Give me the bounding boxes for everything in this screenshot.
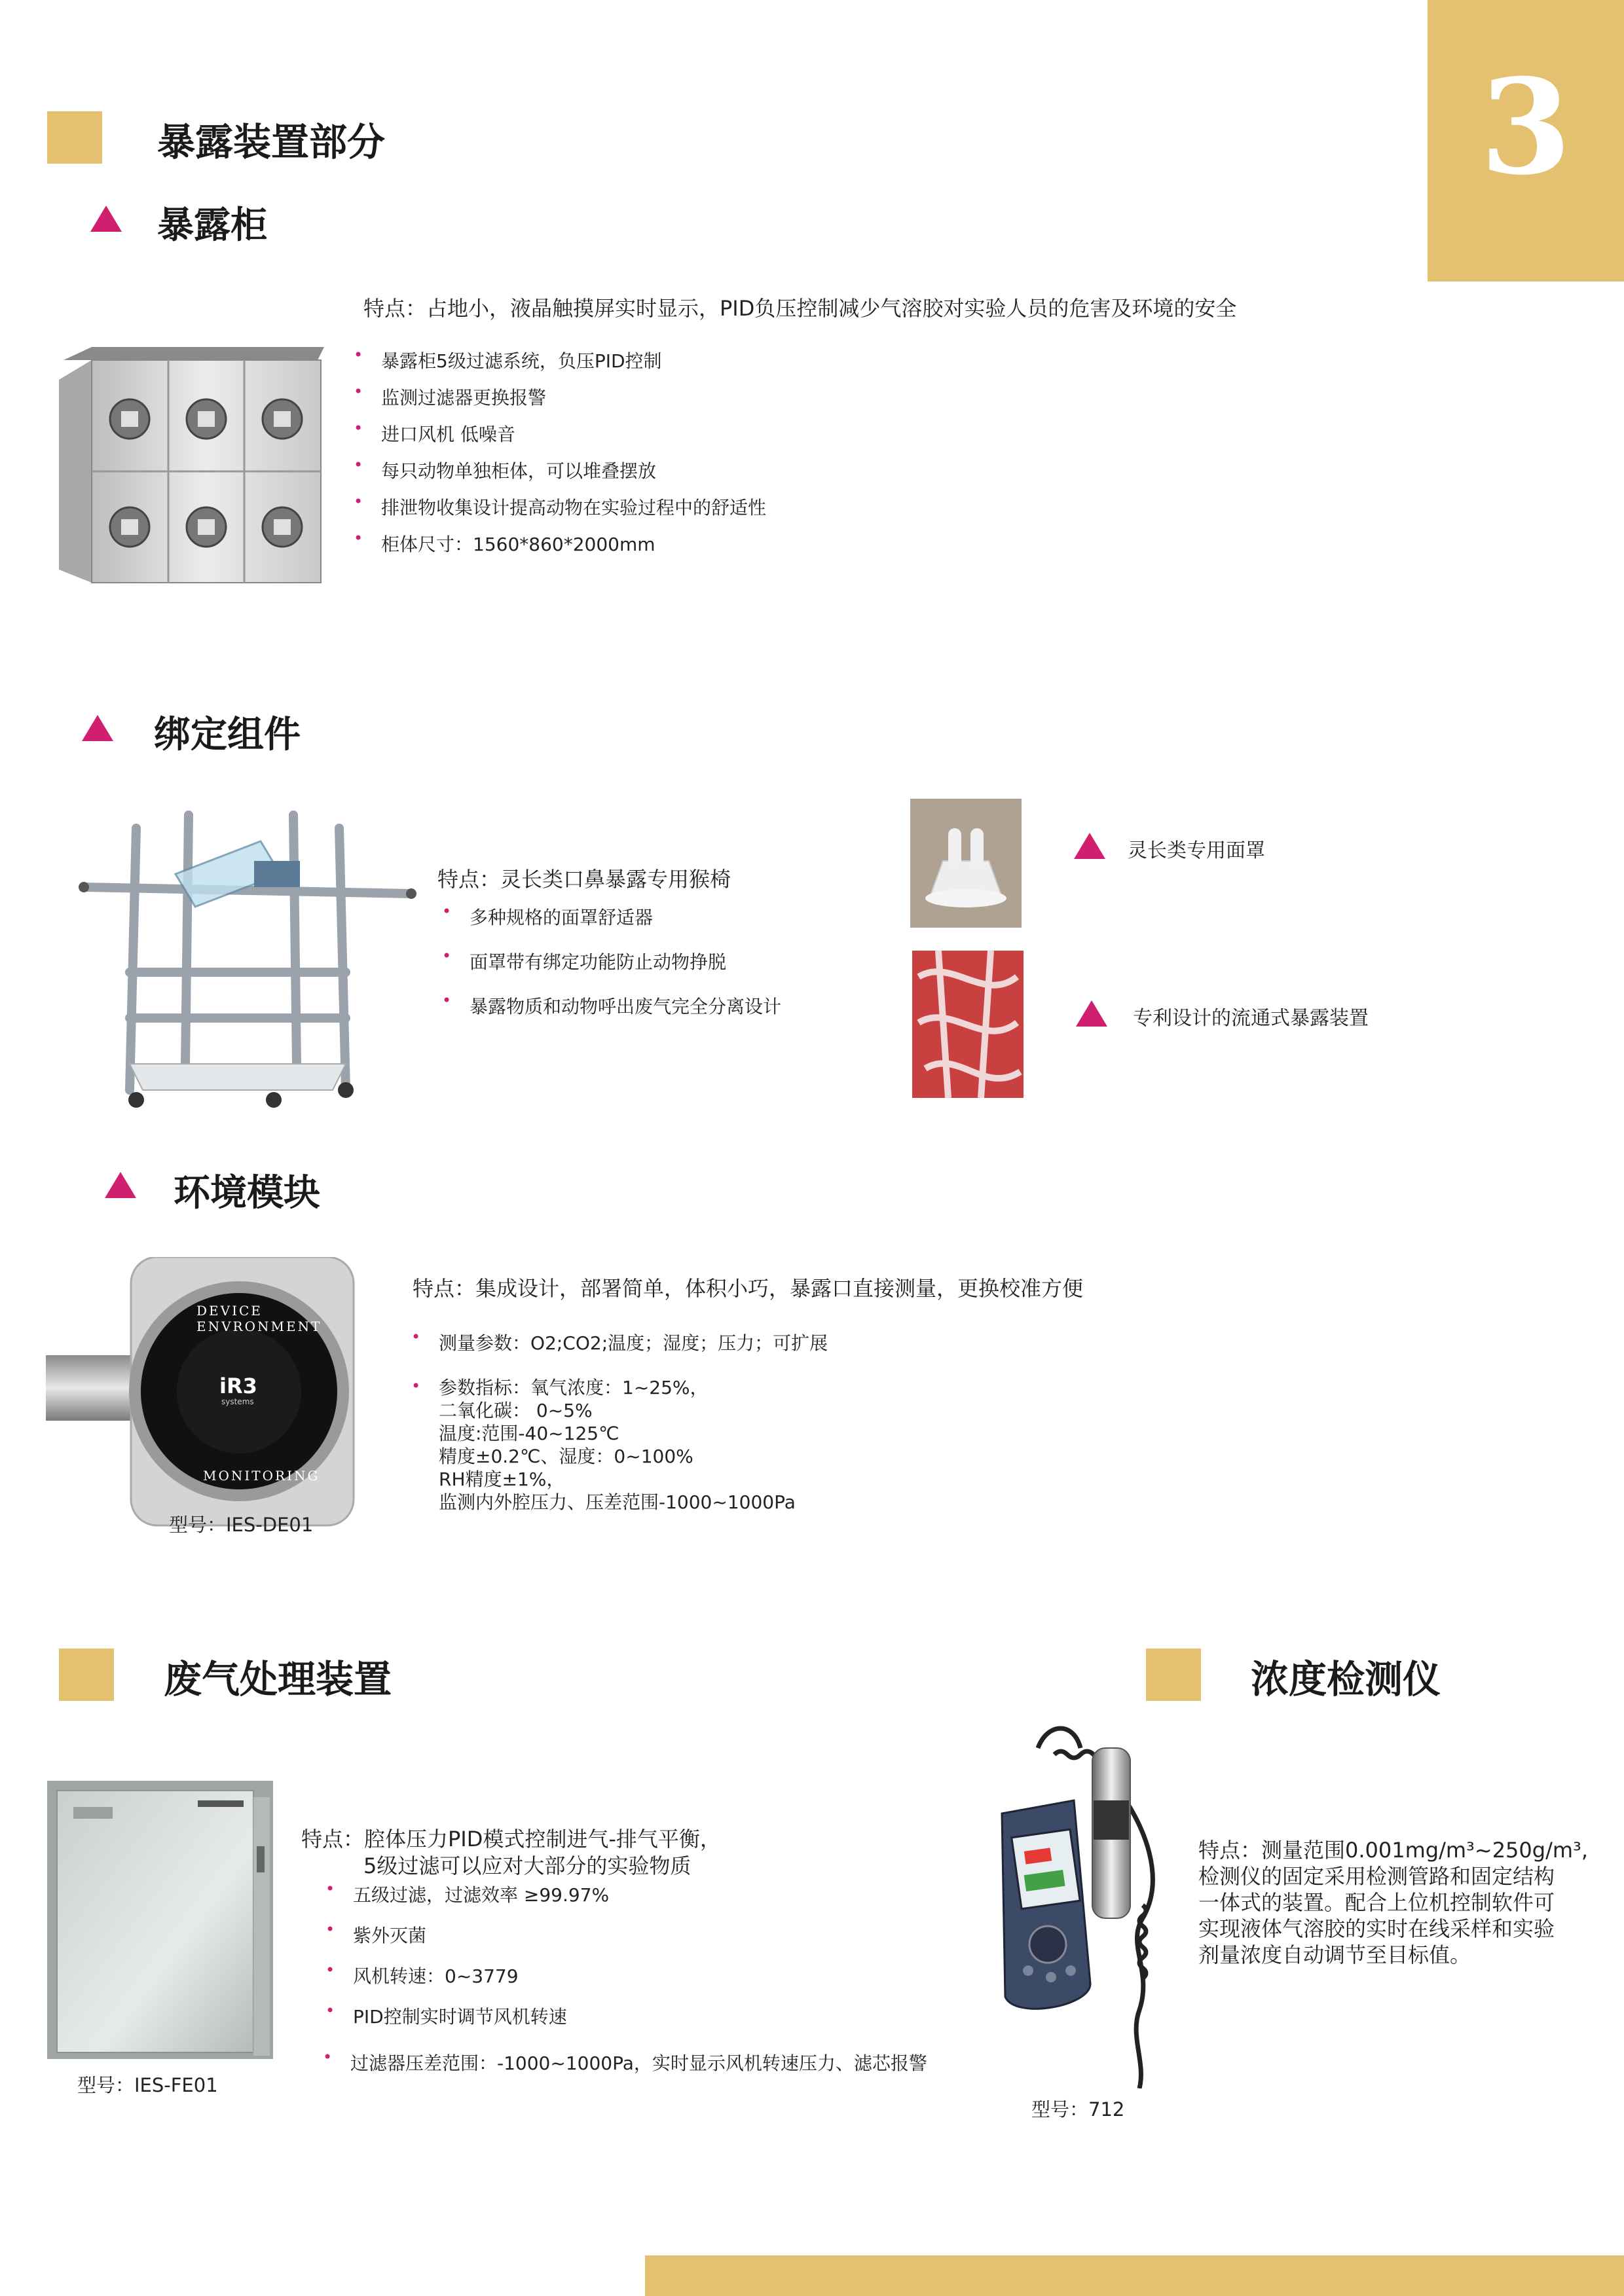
triangle-marker [1074,833,1105,859]
list-item [411,1376,828,1514]
exhaust-treatment-image [47,1781,273,2059]
primate-mask-image [910,799,1022,928]
section-marker [59,1649,114,1701]
side-item-label: 灵长类专用面罩 [1128,839,1265,862]
feature-list [442,903,781,1037]
footer-bar [645,2255,1624,2296]
list-item: • 进口风机 低噪音 [354,420,766,457]
feature-line: 剂量浓度自动调节至目标值。 [1198,1942,1471,1967]
triangle-marker [82,715,113,741]
section-marker [1146,1649,1201,1701]
model-caption: 型号：IES-FE01 [77,2074,218,2096]
section-title: 废气处理装置 [164,1657,392,1702]
primate-chair-image [58,802,444,1110]
spec-line: • 参数指标：氧气浓度：1~25%， [439,1377,709,1398]
feature-text: 特点：腔体压力PID模式控制进气-排气平衡， [301,1827,721,1851]
feature-text: 特点：灵长类口鼻暴露专用猴椅 [437,867,731,892]
feature-line: 检测仪的固定采用检测管路和固定结构 [1198,1864,1555,1889]
spec-line: 二氧化碳： 0~5% [439,1400,593,1421]
spec-line: 监测内外腔压力、压差范围-1000~1000Pa [439,1491,796,1513]
spec-line: 温度:范围-40~125℃ [439,1423,619,1444]
feature-text: 特点：占地小，液晶触摸屏实时显示，PID负压控制减少气溶胶对实验人员的危害及环境的安全 [363,296,1237,321]
spec-line: 精度±0.2℃、湿度：0~100% [439,1446,693,1467]
flow-through-device-image [912,951,1024,1098]
device-logo: iR3 [219,1374,257,1398]
triangle-marker [105,1172,136,1198]
triangle-marker [1076,1000,1107,1027]
feature-line: 实现液体气溶胶的实时在线采样和实验 [1198,1916,1555,1941]
feature-list [323,2049,927,2075]
feature-line: 一体式的装置。配合上位机控制软件可 [1198,1890,1555,1915]
list-item: • 排泄物收集设计提高动物在实验过程中的舒适性 [354,494,766,530]
subsection-title: 环境模块 [174,1171,320,1214]
subsection-title: 绑定组件 [154,713,301,756]
device-logo-sub: systems [221,1397,254,1406]
feature-paragraph [1198,1837,1588,1968]
list-item: • 监测过滤器更换报警 [354,384,766,420]
list-item: • 测量参数：O2;CO2;温度；湿度；压力；可扩展 [411,1329,828,1376]
model-caption: 型号：712 [1031,2098,1125,2121]
section-title: 暴露装置部分 [157,120,386,164]
feature-list [354,347,766,567]
page-number-tab [1428,0,1624,282]
list-item: • 紫外灭菌 [325,1922,609,1962]
list-item: • 多种规格的面罩舒适器 [442,903,781,948]
list-item: • 暴露柜5级过滤系统，负压PID控制 [354,347,766,384]
feature-list [325,1881,609,2043]
list-item: • 过滤器压差范围：-1000~1000Pa，实时显示风机转速压力、滤芯报警 [323,2049,927,2075]
feature-text: 特点：集成设计，部署简单，体积小巧，暴露口直接测量，更换校准方便 [413,1276,1084,1301]
section-title: 浓度检测仪 [1251,1657,1441,1702]
page-number: 3 [1480,50,1572,204]
subsection-title: 暴露柜 [157,204,267,247]
list-item: • 每只动物单独柜体，可以堆叠摆放 [354,457,766,494]
concentration-detector-image [976,1709,1192,2088]
feature-list [411,1329,828,1514]
list-item: • 风机转速：0~3779 [325,1962,609,2003]
triangle-marker [90,206,122,232]
device-ring-bottom: MONITORING [203,1468,320,1484]
list-item: • 暴露物质和动物呼出废气完全分离设计 [442,993,781,1037]
exposure-cabinet-image [56,340,331,589]
spec-line: RH精度±1%， [439,1468,565,1490]
list-item: • 柜体尺寸：1560*860*2000mm [354,530,766,567]
section-marker [47,111,102,164]
feature-text: 5级过滤可以应对大部分的实验物质 [363,1853,692,1878]
list-item: • 面罩带有绑定功能防止动物挣脱 [442,948,781,993]
list-item: • 五级过滤，过滤效率 ≥99.97% [325,1881,609,1922]
list-item: • PID控制实时调节风机转速 [325,2003,609,2043]
side-item-label: 专利设计的流通式暴露装置 [1133,1007,1369,1030]
model-caption: 型号：IES-DE01 [169,1514,314,1536]
feature-line: 特点：测量范围0.001mg/m³~250g/m³, [1198,1838,1589,1863]
device-ring-top: DEVICE ENVRONMENT [196,1303,322,1334]
environment-module-image [46,1257,360,1529]
